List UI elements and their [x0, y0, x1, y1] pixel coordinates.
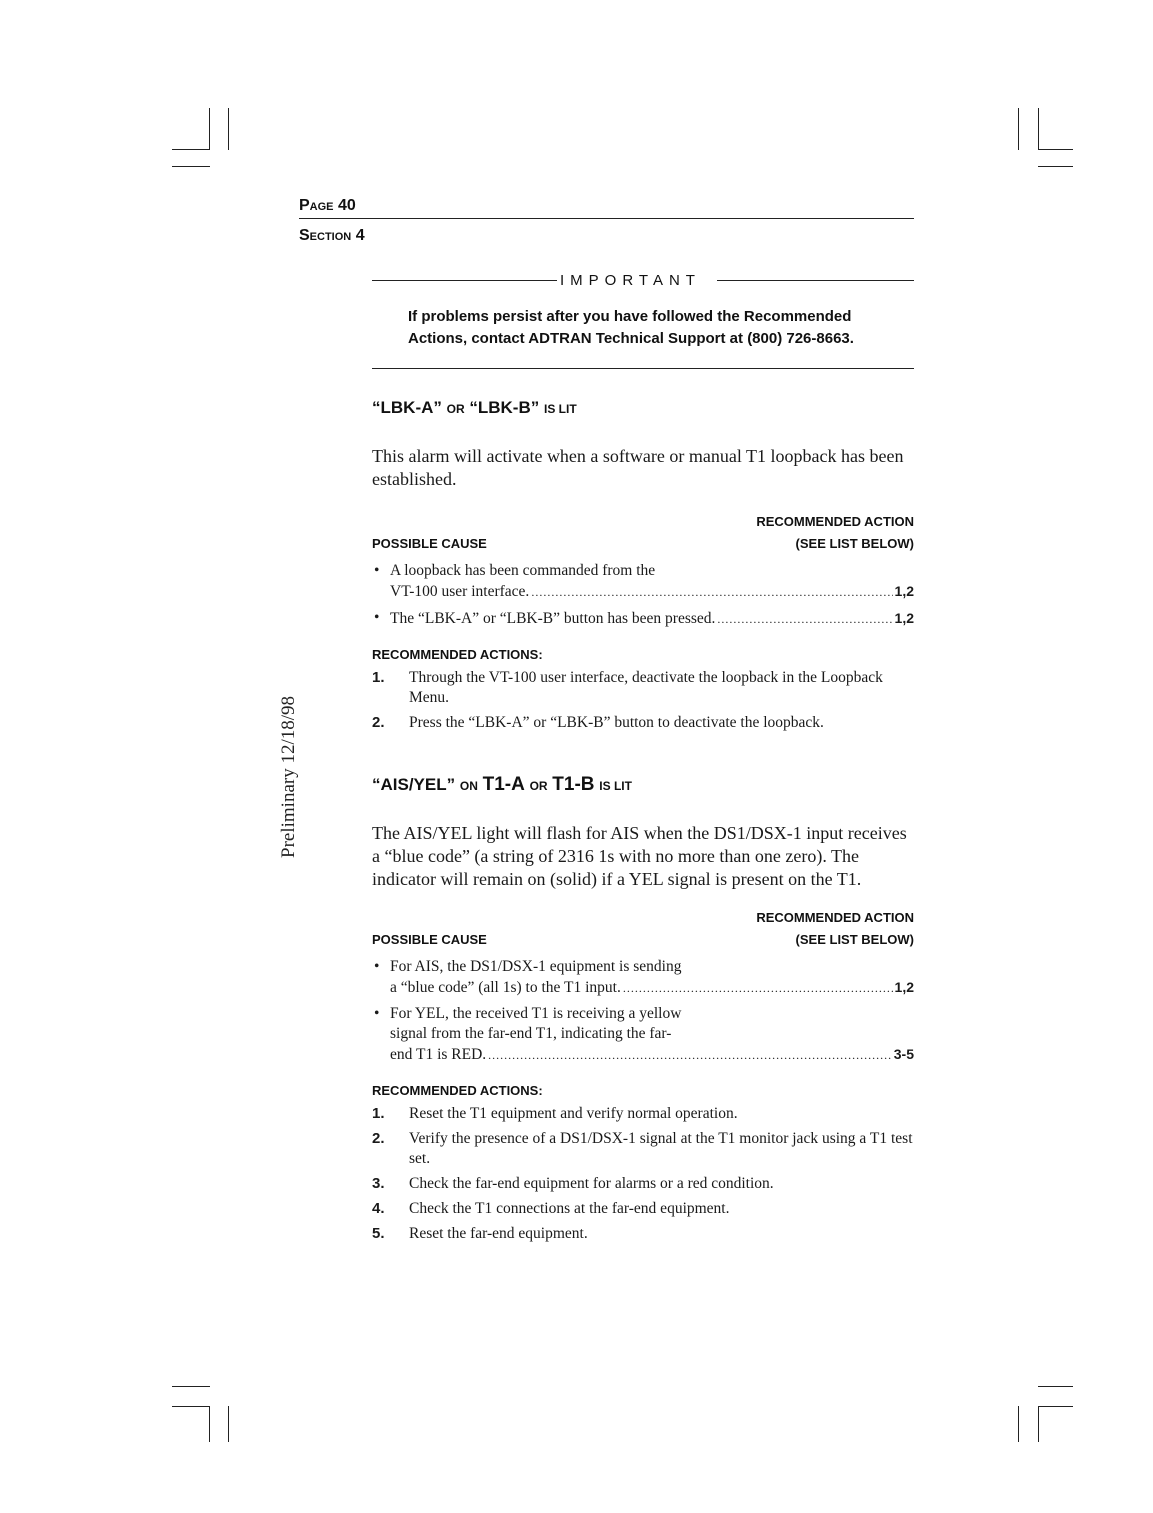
step-number: 1.: [372, 669, 385, 686]
action-step: [372, 668, 914, 708]
section-description: The AIS/YEL light will flash for AIS when the DS1/DSX-1 input receives a “blue code” (a string of 2316 1s with no more than one zero). The indicator will remain on (solid) if a YEL signal is present on the T1.: [372, 823, 907, 889]
heading-or: OR: [446, 402, 465, 416]
heading-lbk-b: “LBK-B”: [469, 398, 540, 417]
action-step: [372, 713, 914, 733]
cause-leader: [390, 581, 914, 602]
cause-line: • The “LBK-A” or “LBK-B” button has been pressed.: [390, 610, 716, 627]
action-ref: 3-5: [893, 1046, 914, 1062]
section-description: This alarm will activate when a software or manual T1 loopback has been established.: [372, 446, 904, 489]
action-step: [372, 1199, 914, 1219]
actions-label: RECOMMENDED ACTIONS:: [372, 647, 543, 662]
action-step: [372, 1129, 914, 1169]
action-ref: 1,2: [894, 583, 914, 599]
section-ais-yel: [372, 774, 914, 1244]
recommended-action-label: RECOMMENDED ACTION: [756, 910, 914, 925]
step-number: 5.: [372, 1225, 385, 1242]
important-rule-bottom: [372, 368, 914, 369]
recommended-action-label: RECOMMENDED ACTION: [756, 514, 914, 529]
important-rule-right: [717, 280, 914, 281]
step-number: 2.: [372, 1130, 385, 1147]
cause-item: [372, 1004, 914, 1065]
see-list-label: (SEE LIST BELOW): [795, 536, 914, 551]
leader-dots: [717, 609, 892, 629]
important-title: IMPORTANT: [560, 272, 701, 289]
step-number: 1.: [372, 1105, 385, 1122]
section-header: [299, 227, 365, 245]
step-text: Through the VT-100 user interface, deactivate the loopback in the Loopback Menu.: [409, 669, 883, 706]
important-text: If problems persist after you have followed the Recommended Actions, contact ADTRAN Technical Support at (800) 726-8663.: [408, 308, 854, 347]
cause-line: • For AIS, the DS1/DSX-1 equipment is sending: [390, 958, 682, 975]
cause-header-row: [372, 929, 914, 951]
cause-leader: [390, 608, 914, 629]
important-rule-left: [372, 280, 557, 281]
cause-header-row: [372, 533, 914, 555]
actions-list: [372, 668, 914, 733]
cause-table: [372, 907, 914, 1065]
heading-or: OR: [529, 779, 548, 793]
step-number: 4.: [372, 1200, 385, 1217]
heading-t1-b: T1-B: [552, 774, 595, 795]
cause-line: signal from the far-end T1, indicating the far-: [390, 1025, 672, 1042]
heading-is-lit: IS LIT: [599, 779, 632, 793]
heading-lbk-a: “LBK-A”: [372, 398, 442, 417]
action-ref: 1,2: [894, 979, 914, 995]
step-text: Verify the presence of a DS1/DSX-1 signal at the T1 monitor jack using a T1 test set.: [409, 1130, 913, 1167]
action-ref: 1,2: [894, 610, 914, 626]
heading-t1-a: T1-A: [482, 774, 525, 795]
preliminary-date-note: Preliminary 12/18/98: [278, 695, 299, 858]
page-number: 40: [337, 197, 356, 214]
heading-on: ON: [459, 779, 478, 793]
page-label: Page: [299, 197, 334, 214]
cause-leader: [390, 977, 914, 998]
heading-ais-yel: “AIS/YEL”: [372, 775, 456, 794]
step-text: Press the “LBK-A” or “LBK-B” button to deactivate the loopback.: [409, 714, 824, 731]
cause-table: [372, 511, 914, 629]
cause-line: • For YEL, the received T1 is receiving a yellow: [390, 1005, 682, 1022]
actions-label: RECOMMENDED ACTIONS:: [372, 1083, 543, 1098]
step-number: 2.: [372, 714, 385, 731]
possible-cause-label: POSSIBLE CAUSE: [372, 536, 487, 551]
cause-item: [372, 957, 914, 998]
leader-dots: [623, 978, 893, 998]
cause-leader: [390, 1044, 914, 1065]
step-text: Reset the T1 equipment and verify normal operation.: [409, 1105, 738, 1122]
step-text: Reset the far-end equipment.: [409, 1225, 588, 1242]
leader-dots: [488, 1045, 892, 1065]
heading-is-lit: IS LIT: [543, 402, 577, 416]
actions-list: [372, 1104, 914, 1244]
header-rule: [299, 218, 914, 219]
see-list-label: (SEE LIST BELOW): [795, 932, 914, 947]
action-step: [372, 1224, 914, 1244]
action-step: [372, 1174, 914, 1194]
section-label: Section: [299, 227, 352, 244]
cause-item: [372, 608, 914, 629]
cause-line: end T1 is RED.: [390, 1046, 487, 1063]
section-number: 4: [355, 227, 365, 244]
cause-line: • A loopback has been commanded from the: [390, 562, 656, 579]
step-text: Check the far-end equipment for alarms or a red condition.: [409, 1175, 774, 1192]
cause-line: a “blue code” (all 1s) to the T1 input.: [390, 979, 621, 996]
cause-item: [372, 561, 914, 602]
leader-dots: [531, 582, 892, 602]
cause-line: VT-100 user interface.: [390, 583, 530, 600]
section-lbk: [372, 398, 914, 733]
step-number: 3.: [372, 1175, 385, 1192]
action-step: [372, 1104, 914, 1124]
section-heading: [372, 774, 914, 796]
page-header: [299, 197, 356, 215]
step-text: Check the T1 connections at the far-end equipment.: [409, 1200, 730, 1217]
possible-cause-label: POSSIBLE CAUSE: [372, 932, 487, 947]
section-heading: [372, 398, 914, 418]
